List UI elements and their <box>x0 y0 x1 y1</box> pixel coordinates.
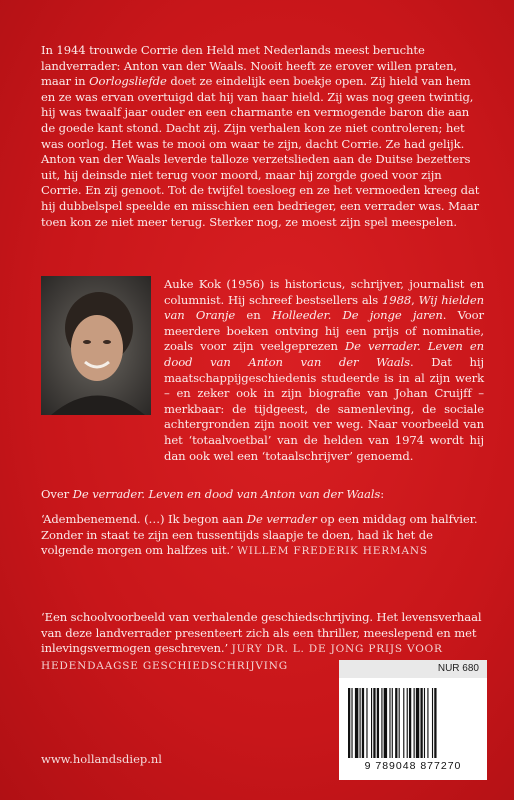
nur-code: NUR 680 <box>339 660 487 678</box>
publisher-website[interactable]: www.hollandsdiep.nl <box>41 752 162 766</box>
blurb-text: doet ze eindelijk een boekje open. Zij hield van hem en ze was ervan overtuigd dat hij van haar hield. Zij was nog geen twintig, hij was twaalf jaar ouder en een charmante en vermogende baron die aan de goede kant stond. Dacht zij. Zijn verhalen kon ze niet controleren; het was oorlog. Het was te mooi om waar te zijn, dacht Corrie. Ze had gelijk. <box>41 74 474 151</box>
review-quote-1: ‘Adembenemend. (…) Ik begon aan De verrader op een middag om halfvier. Zonder in staat te zijn een tussentijds slaapje te doen, had ik het de volgende morgen om halfzes uit.’ WILLEM FREDERIK HERMANS <box>41 512 478 558</box>
blurb-paragraph-1 <box>41 43 484 152</box>
book-title-em: Oorlogsliefde <box>89 74 167 89</box>
author-bio-block <box>41 277 484 464</box>
quote-source: WILLEM FREDERIK HERMANS <box>237 545 428 558</box>
isbn-number: 9 789048 877270 <box>364 760 462 772</box>
barcode-icon <box>348 688 482 758</box>
quote-source: JURY DR. L. DE JONG PRIJS VOOR HEDENDAAGSE GESCHIEDSCHRIJVING <box>41 643 443 672</box>
blurb-text: In 1944 trouwde Corrie den Held met Nederlands meest beruchte landverrader: Anton van der Waals. Nooit heeft ze erover willen praten, maar in <box>41 43 458 89</box>
author-bio: Auke Kok (1956) is historicus, schrijver, journalist en columnist. Hij schreef bestsellers als 1988, Wij hielden van Oranje en Holleeder. De jonge jaren. Voor meerdere boeken ontving hij een prijs of nominatie, zoals voor zijn veelgeprezen De verrader. Leven en dood van Anton van der Waals. Dat hij maatschappijgeschiedenis studeerde is in al zijn werk – en zeker ook in zijn biografie van Johan Cruijff – merkbaar: de tijdgeest, de samenleving, de sociale achtergronden zijn nooit ver weg. Naar voorbeeld van het ‘totaalvoetbal’ van de helden van 1974 wordt hij dan ook wel een ‘totaalschrijver’ genoemd. <box>164 277 484 463</box>
book-blurb <box>41 43 484 230</box>
review-quote-2: ‘Een schoolvoorbeeld van verhalende geschiedschrijving. Het levensverhaal van deze landverrader presenteert zich als een thriller, meeslepend en met inlevingsvermogen geschreven.’ JURY DR. L. DE JONG PRIJS VOOR HEDENDAAGSE GESCHIEDSCHRIJVING <box>41 610 482 672</box>
blurb-paragraph-2: Anton van der Waals leverde talloze verzetslieden aan de Duitse bezetters uit, hij deinsde niet terug voor moord, maar hij zorgde goed voor zijn Corrie. En zij genoot. Tot de twijfel toesloeg en ze het vermoeden kreeg dat hij dubbelspel speelde en misschien een bedrieger, een verrader was. Maar toen kon ze niet meer terug. Sterker nog, ze moest zijn spel meespelen. <box>41 152 480 229</box>
about-previous-book: Over De verrader. Leven en dood van Anton van der Waals: <box>41 487 385 501</box>
